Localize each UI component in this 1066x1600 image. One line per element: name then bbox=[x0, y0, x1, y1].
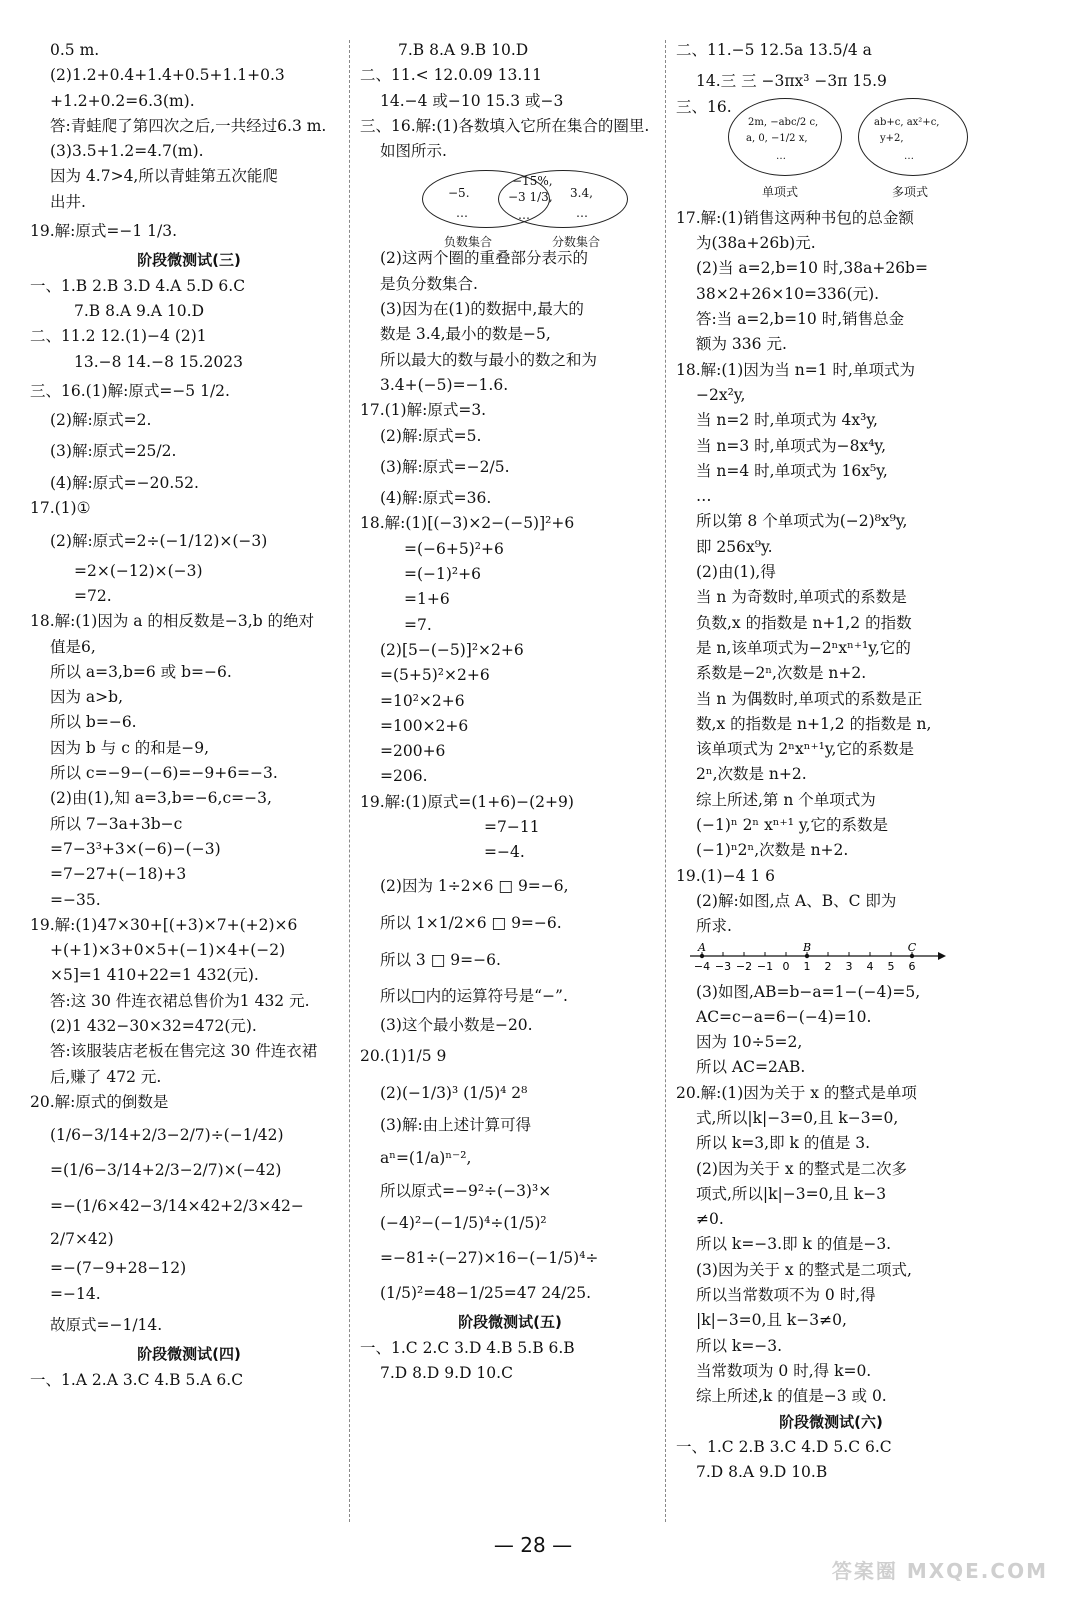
answer-line: 20.解:原式的倒数是 bbox=[30, 1092, 169, 1111]
answer-line: 当 n=3 时,单项式为−8x⁴y, bbox=[696, 436, 887, 455]
number-sets-venn-diagram bbox=[360, 170, 660, 250]
answer-line: =72. bbox=[74, 586, 112, 605]
answer-line: (3)解:原式=−2/5. bbox=[380, 457, 510, 476]
answer-line: 所以 3 □ 9=−6. bbox=[380, 951, 501, 970]
polynomial-circle bbox=[858, 98, 968, 176]
number-line-point-label: A bbox=[698, 941, 706, 954]
answer-line: (−4)²−(−1/5)⁴÷(1/5)² bbox=[380, 1213, 547, 1232]
number-line-point-label: B bbox=[802, 941, 812, 954]
answer-line: 所以 b=−6. bbox=[50, 713, 137, 732]
answer-line: =2×(−12)×(−3) bbox=[74, 561, 203, 580]
answer-line: 17.解:(1)销售这两种书包的总金额 bbox=[676, 208, 914, 227]
answer-line: AC=c−a=6−(−4)=10. bbox=[696, 1007, 872, 1026]
section-heading: 阶段微测试(三) bbox=[137, 251, 241, 270]
answer-line: 38×2+26×10=336(元). bbox=[696, 284, 880, 303]
number-line-tick-label: 4 bbox=[866, 959, 874, 973]
answer-line: (2)因为关于 x 的整式是二次多 bbox=[696, 1159, 908, 1178]
answer-line: 式,所以|k|−3=0,且 k−3=0, bbox=[696, 1108, 899, 1127]
answer-line: 所以 1×1/2×6 □ 9=−6. bbox=[380, 913, 562, 932]
answer-line: 19.解:(1)47×30+[(+3)×7+(+2)×6 bbox=[30, 915, 298, 934]
answer-line: 18.解:(1)[(−3)×2−(−5)]²+6 bbox=[360, 514, 575, 533]
set-item: −3 1/3, bbox=[508, 190, 553, 205]
set-item: −15%, bbox=[512, 174, 553, 189]
answer-line: 17.(1)① bbox=[30, 499, 91, 518]
answer-line: 所以 AC=2AB. bbox=[696, 1058, 806, 1077]
answer-line: (3)这个最小数是−20. bbox=[380, 1015, 533, 1034]
answer-line: 所以 k=−3. bbox=[696, 1336, 783, 1355]
answer-line: 出井. bbox=[50, 192, 86, 211]
answer-line: 所以 k=3,即 k 的值是 3. bbox=[696, 1134, 871, 1153]
answer-line: (2)[5−(−5)]²×2+6 bbox=[380, 640, 524, 659]
answer-line: =−14. bbox=[50, 1284, 101, 1303]
number-line-point bbox=[805, 953, 809, 957]
answer-line: =−(1/6×42−3/14×42+2/3×42− bbox=[50, 1196, 304, 1215]
set-label: 分数集合 bbox=[552, 235, 601, 250]
set-item: 3.4, bbox=[570, 186, 593, 201]
answer-line: 项式,所以|k|−3=0,且 k−3 bbox=[696, 1184, 887, 1203]
set-label: 多项式 bbox=[892, 184, 929, 199]
page-number: — 28 — bbox=[493, 1533, 573, 1557]
answer-line: 该单项式为 2ⁿxⁿ⁺¹y,它的系数是 bbox=[696, 740, 914, 759]
answer-line: (4)解:原式=36. bbox=[380, 489, 492, 508]
answer-line: (3)如图,AB=b−a=1−(−4)=5, bbox=[696, 982, 921, 1001]
answer-line: (2)当 a=2,b=10 时,38a+26b= bbox=[696, 259, 928, 278]
answer-line: =(1/6−3/14+2/3−2/7)×(−42) bbox=[50, 1161, 282, 1180]
number-line-tick-label: 0 bbox=[782, 959, 790, 973]
answer-line: 当 n 为奇数时,单项式的系数是 bbox=[696, 588, 907, 607]
arrow-icon bbox=[938, 952, 946, 960]
set-item: … bbox=[518, 208, 530, 223]
answer-line: (2)解:原式=2. bbox=[50, 411, 152, 430]
set-label: 负数集合 bbox=[444, 235, 493, 250]
set-item: 2m, −abc/2 c, bbox=[748, 116, 819, 128]
answer-line: (2)由(1),知 a=3,b=−6,c=−3, bbox=[50, 789, 272, 808]
answer-line: 答:青蛙爬了第四次之后,一共经过6.3 m. bbox=[50, 116, 327, 135]
answer-line: 是 n,该单项式为−2ⁿxⁿ⁺¹y,它的 bbox=[696, 638, 911, 657]
answer-line: 7.B 8.A 9.B 10.D bbox=[398, 41, 529, 59]
answer-line: −2x²y, bbox=[696, 385, 746, 404]
answer-line: (3)解:由上述计算可得 bbox=[380, 1115, 532, 1134]
answer-line: 2ⁿ,次数是 n+2. bbox=[696, 765, 807, 784]
answer-line: 所以 7−3a+3b−c bbox=[50, 814, 183, 833]
answer-line: … bbox=[696, 487, 712, 506]
set-item: … bbox=[456, 206, 468, 221]
answer-line: 综上所述,k 的值是−3 或 0. bbox=[696, 1387, 887, 1406]
monomial-polynomial-diagram bbox=[676, 96, 986, 206]
number-line-point bbox=[910, 953, 914, 957]
answer-line: 14.三 三 −3πx³ −3π 15.9 bbox=[696, 72, 887, 91]
answer-line: =200+6 bbox=[380, 742, 446, 761]
answer-line: 所以□内的运算符号是“−”. bbox=[380, 986, 568, 1005]
answer-line: 所以原式=−9²÷(−3)³× bbox=[380, 1182, 552, 1201]
answer-line: 三、16.解:(1)各数填入它所在集合的圈里. bbox=[360, 116, 650, 135]
number-line bbox=[676, 942, 986, 978]
answer-line: 所求. bbox=[696, 917, 732, 936]
answer-line: 二、11.2 12.(1)−4 (2)1 bbox=[30, 327, 207, 346]
set-item: … bbox=[576, 206, 588, 221]
answer-line: 当 n=4 时,单项式为 16x⁵y, bbox=[696, 461, 888, 480]
answer-line: =−(7−9+28−12) bbox=[50, 1259, 187, 1278]
answer-line: 二、11.−5 12.5a 13.5/4 a bbox=[676, 41, 872, 59]
section-heading: 阶段微测试(四) bbox=[137, 1345, 241, 1364]
answer-line: 20.解:(1)因为关于 x 的整式是单项 bbox=[676, 1083, 917, 1102]
answer-line: =206. bbox=[380, 767, 428, 786]
answer-line: =−4. bbox=[484, 843, 525, 862]
answer-line: 一、1.C 2.B 3.C 4.D 5.C 6.C bbox=[676, 1437, 892, 1456]
answer-line: 所以当常数项不为 0 时,得 bbox=[696, 1286, 876, 1305]
column-divider bbox=[665, 40, 666, 1522]
set-item: … bbox=[776, 150, 786, 162]
answer-line: =10²×2+6 bbox=[380, 691, 465, 710]
answer-line: 19.解:原式=−1 1/3. bbox=[30, 222, 178, 241]
answer-line: 7.D 8.A 9.D 10.B bbox=[696, 1463, 828, 1482]
answer-line: (2)解:如图,点 A、B、C 即为 bbox=[696, 891, 897, 910]
answer-line: (1/6−3/14+2/3−2/7)÷(−1/42) bbox=[50, 1126, 284, 1145]
set-item: … bbox=[904, 150, 914, 162]
answer-line: 当常数项为 0 时,得 k=0. bbox=[696, 1361, 872, 1380]
answer-line: =−35. bbox=[50, 890, 101, 909]
answer-line: 因为 a>b, bbox=[50, 688, 124, 707]
answer-column-1 bbox=[30, 38, 348, 1393]
watermark-logo: 答案圈 MXQE.COM bbox=[831, 1559, 1048, 1583]
answer-line: 二、11.< 12.0.09 13.11 bbox=[360, 66, 543, 85]
answer-line: (2)1 432−30×32=472(元). bbox=[50, 1016, 257, 1035]
answer-line: +(+1)×3+0×5+(−1)×4+(−2) bbox=[50, 941, 286, 960]
column-divider bbox=[349, 40, 350, 1522]
answer-line: 一、1.B 2.B 3.D 4.A 5.D 6.C bbox=[30, 276, 246, 295]
answer-line: =100×2+6 bbox=[380, 716, 469, 735]
answer-line: 13.−8 14.−8 15.2023 bbox=[74, 352, 243, 371]
answer-line: (3)3.5+1.2=4.7(m). bbox=[50, 142, 204, 161]
set-item: a, 0, −1/2 x, bbox=[746, 132, 808, 144]
answer-line: =7−3³+3×(−6)−(−3) bbox=[50, 839, 221, 858]
answer-line: 因为 10÷5=2, bbox=[696, 1033, 803, 1052]
answer-line: aⁿ=(1/a)ⁿ⁻², bbox=[380, 1148, 472, 1167]
answer-line: 当 n 为偶数时,单项式的系数是正 bbox=[696, 689, 923, 708]
answer-line: 所以 k=−3.即 k 的值是−3. bbox=[696, 1235, 892, 1254]
answer-line: 答:这 30 件连衣裙总售价为1 432 元. bbox=[50, 991, 310, 1010]
answer-line: (3)因为在(1)的数据中,最大的 bbox=[380, 300, 584, 319]
number-line-tick-label: 5 bbox=[887, 959, 895, 973]
answer-line: (2)解:原式=2÷(−1/12)×(−3) bbox=[50, 532, 268, 551]
answer-line: (2)1.2+0.4+1.4+0.5+1.1+0.3 bbox=[50, 66, 285, 85]
answer-line: =7−27+(−18)+3 bbox=[50, 865, 187, 884]
answer-line: 所以第 8 个单项式为(−2)⁸x⁹y, bbox=[696, 512, 908, 531]
number-line-tick-label: 6 bbox=[908, 959, 916, 973]
set-item: ab+c, ax²+c, bbox=[874, 116, 940, 128]
answer-line: 三、16. bbox=[676, 97, 732, 116]
number-line-svg bbox=[676, 942, 946, 978]
answer-line: ≠0. bbox=[696, 1210, 724, 1229]
number-line-point-label: C bbox=[907, 941, 917, 954]
number-line-tick-label: −4 bbox=[693, 959, 711, 973]
answer-line: =7−11 bbox=[484, 818, 540, 837]
answer-line: 负数,x 的指数是 n+1,2 的指数 bbox=[696, 613, 912, 632]
answer-line: =−81÷(−27)×16−(−1/5)⁴÷ bbox=[380, 1248, 599, 1267]
answer-line: (2)解:原式=5. bbox=[380, 426, 482, 445]
answer-line: (4)解:原式=−20.52. bbox=[50, 473, 199, 492]
answer-line: 当 n=2 时,单项式为 4x³y, bbox=[696, 411, 878, 430]
answer-line: (2)因为 1÷2×6 □ 9=−6, bbox=[380, 876, 569, 895]
answer-line: 2/7×42) bbox=[50, 1230, 114, 1249]
answer-line: =(−6+5)²+6 bbox=[404, 539, 504, 558]
answer-line: 数,x 的指数是 n+1,2 的指数是 n, bbox=[696, 714, 932, 733]
number-line-tick-label: −3 bbox=[714, 959, 732, 973]
answer-line: (−1)ⁿ2ⁿ,次数是 n+2. bbox=[696, 841, 849, 860]
answer-line: 18.解:(1)因为当 n=1 时,单项式为 bbox=[676, 360, 915, 379]
answer-line: 一、1.A 2.A 3.C 4.B 5.A 6.C bbox=[30, 1370, 244, 1389]
answer-line: 因为 4.7>4,所以青蛙第五次能爬 bbox=[50, 167, 278, 186]
answer-line: 三、16.(1)解:原式=−5 1/2. bbox=[30, 381, 230, 400]
answer-line: 所以 a=3,b=6 或 b=−6. bbox=[50, 662, 232, 681]
answer-line: 因为 b 与 c 的和是−9, bbox=[50, 738, 210, 757]
answer-line: 7.D 8.D 9.D 10.C bbox=[380, 1364, 513, 1383]
answer-line: 系数是−2ⁿ,次数是 n+2. bbox=[696, 664, 867, 683]
answer-line: 14.−4 或−10 15.3 或−3 bbox=[380, 91, 564, 110]
number-line-point bbox=[700, 953, 704, 957]
answer-line: (1/5)²=48−1/25=47 24/25. bbox=[380, 1284, 591, 1303]
set-item: −5. bbox=[448, 186, 470, 201]
answer-line: =1+6 bbox=[404, 590, 450, 609]
answer-line: 19.解:(1)原式=(1+6)−(2+9) bbox=[360, 792, 574, 811]
number-line-tick-label: 3 bbox=[845, 959, 853, 973]
answer-line: =(−1)²+6 bbox=[404, 565, 481, 584]
answer-line: 17.(1)解:原式=3. bbox=[360, 401, 487, 420]
answer-line: 20.(1)1/5 9 bbox=[360, 1047, 447, 1066]
number-line-tick-label: −1 bbox=[756, 959, 774, 973]
answer-line: (2)由(1),得 bbox=[696, 563, 776, 582]
answer-line: 综上所述,第 n 个单项式为 bbox=[696, 790, 876, 809]
number-line-tick-label: −2 bbox=[735, 959, 753, 973]
answer-line: 答:该服装店老板在售完这 30 件连衣裙 bbox=[50, 1042, 318, 1061]
answer-line: 为(38a+26b)元. bbox=[696, 234, 816, 253]
answer-line: 故原式=−1/14. bbox=[50, 1315, 163, 1334]
answer-line: 所以 c=−9−(−6)=−9+6=−3. bbox=[50, 764, 278, 783]
answer-line: ×5]=1 410+22=1 432(元). bbox=[50, 966, 259, 985]
answer-line: +1.2+0.2=6.3(m). bbox=[50, 91, 195, 110]
answer-line: 后,赚了 472 元. bbox=[50, 1067, 162, 1086]
answer-line: 数是 3.4,最小的数是−5, bbox=[380, 325, 551, 344]
answer-line: =(5+5)²×2+6 bbox=[380, 666, 490, 685]
answer-line: 答:当 a=2,b=10 时,销售总金 bbox=[696, 310, 905, 329]
answer-line: |k|−3=0,且 k−3≠0, bbox=[696, 1311, 847, 1330]
answer-column-3 bbox=[676, 38, 986, 1485]
answer-line: =7. bbox=[404, 615, 432, 634]
answer-line: (−1)ⁿ 2ⁿ xⁿ⁺¹ y,它的系数是 bbox=[696, 816, 888, 835]
answer-line: 19.(1)−4 1 6 bbox=[676, 866, 776, 885]
set-label: 单项式 bbox=[762, 184, 799, 199]
set-item: y+2, bbox=[880, 132, 904, 144]
section-heading: 阶段微测试(五) bbox=[458, 1313, 562, 1332]
answer-line: 如图所示. bbox=[380, 142, 447, 161]
answer-line: 7.B 8.A 9.A 10.D bbox=[74, 301, 205, 320]
answer-line: (3)解:原式=25/2. bbox=[50, 442, 177, 461]
answer-line: 额为 336 元. bbox=[696, 335, 787, 354]
answer-line: 值是6, bbox=[50, 637, 96, 656]
answer-line: 即 256x⁹y. bbox=[696, 537, 773, 556]
answer-line: 18.解:(1)因为 a 的相反数是−3,b 的绝对 bbox=[30, 612, 315, 631]
answer-line: 所以最大的数与最小的数之和为 bbox=[380, 350, 598, 369]
answer-line: (2)这两个圈的重叠部分表示的 bbox=[380, 249, 588, 268]
number-line-tick-label: 2 bbox=[824, 959, 832, 973]
answer-line: (3)因为关于 x 的整式是二项式, bbox=[696, 1260, 912, 1279]
answer-line: 一、1.C 2.C 3.D 4.B 5.B 6.B bbox=[360, 1338, 575, 1357]
answer-line: (2)(−1/3)³ (1/5)⁴ 2⁸ bbox=[380, 1084, 528, 1103]
answer-line: 3.4+(−5)=−1.6. bbox=[380, 375, 509, 394]
answer-column-2 bbox=[360, 38, 660, 1386]
number-line-tick-label: 1 bbox=[803, 959, 811, 973]
section-heading: 阶段微测试(六) bbox=[779, 1412, 883, 1431]
answer-line: 是负分数集合. bbox=[380, 274, 478, 293]
answer-line: 0.5 m. bbox=[50, 41, 100, 59]
